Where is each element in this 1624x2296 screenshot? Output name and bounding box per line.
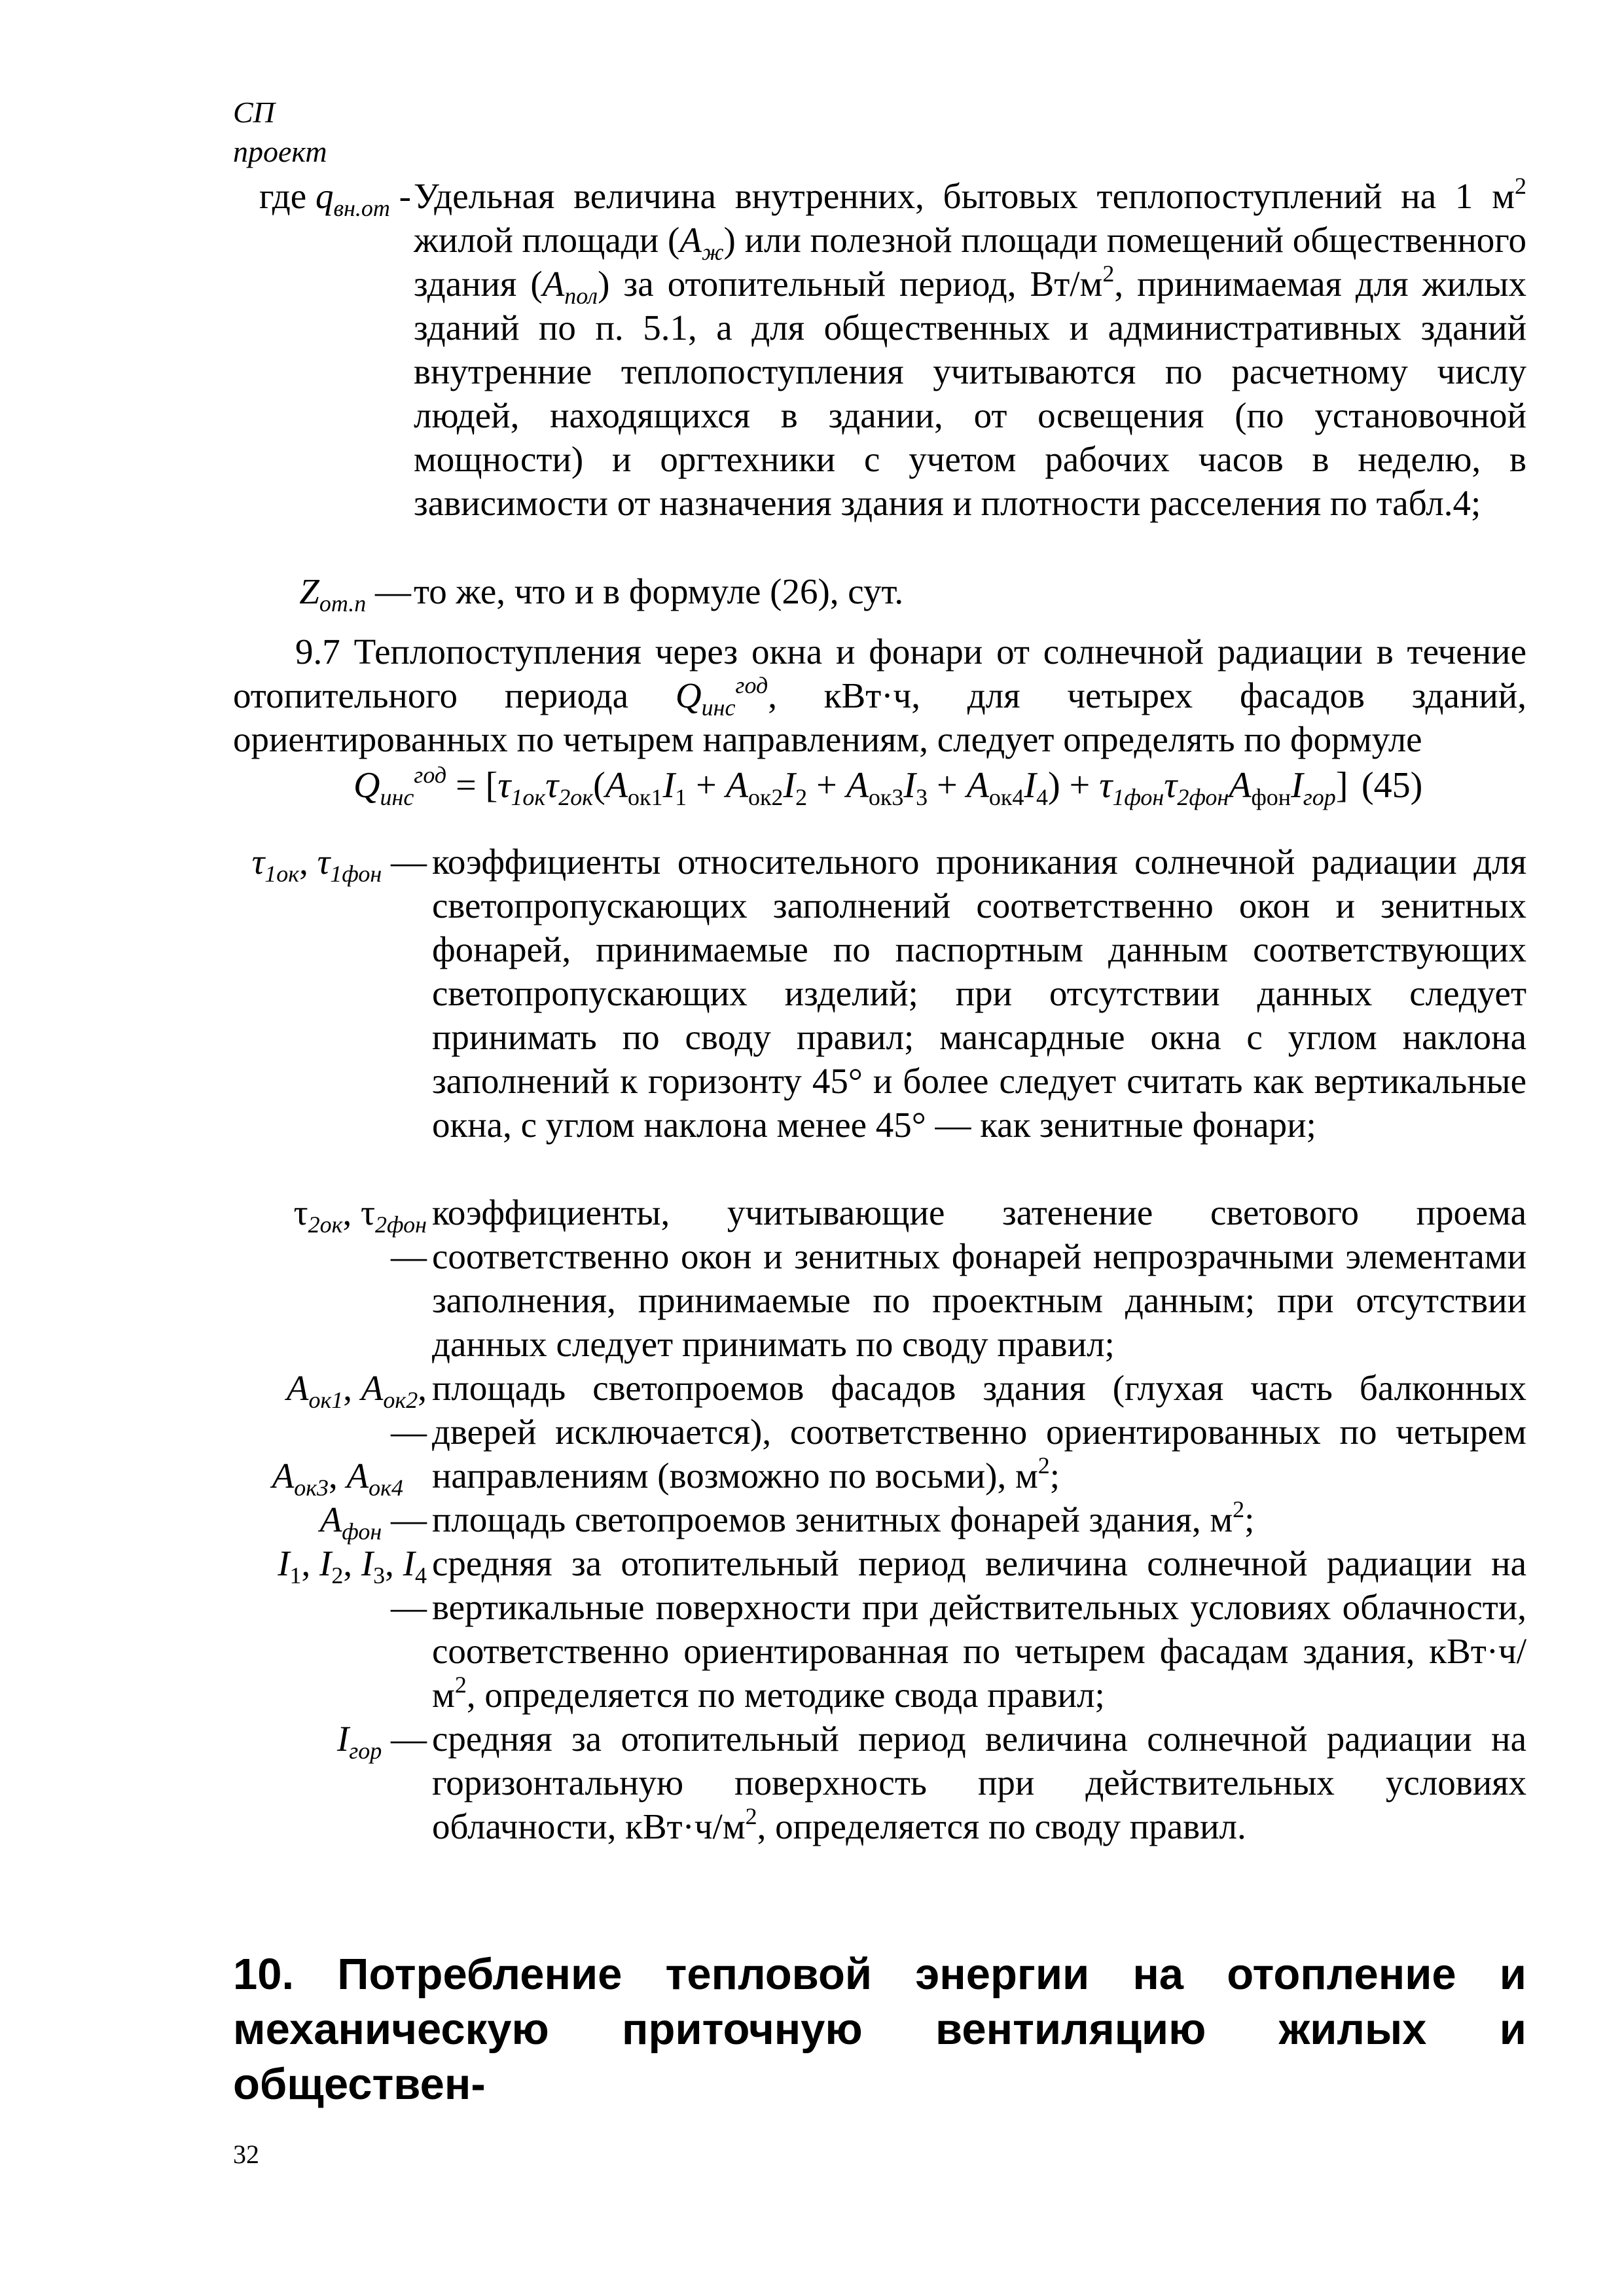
def-label-i-gor: $I_{гор}$ — xyxy=(336,1719,427,1764)
formula-45: $Q_{инс}^{год} = [\tau_{1ок}\tau_{2ок}(A_{ок1}I_1 + A_{ок2}I_2 + A_{ок3}I_3 + A_{ок4}I_4) + \tau_{1фон}\tau_{2фон}A_{фон}I_{гор}]$ xyxy=(353,762,1348,810)
paragraph-9-7: 9.7 Теплопоступления через окна и фонари от солнечной радиации в течение отопительного периода $Q_{инс}^{год}$, кВт·ч, для четырех фасадов зданий, ориентированных по четырем направлениям, следует определять по формуле xyxy=(233,632,1526,759)
def-label-z-ot-p: $Z_{от.п}$ — xyxy=(299,571,411,617)
header-line-2: проект xyxy=(233,135,327,168)
header-line-1: СП xyxy=(233,96,275,129)
def-label-tau2: $\tau_{2ок}$, $\tau_{2фон}$ — xyxy=(293,1193,427,1276)
def-text-i-gor: средняя за отопительный период величина солнечной радиации на горизонтальную поверхность при действительных условиях облачности, $кВт\cdot ч/м^2$, определяется по своду правил. xyxy=(432,1719,1526,1846)
section-heading-10: 10. Потребление тепловой энергии на отопление и механическую приточную вентиляцию жилых и обществен- xyxy=(233,1950,1526,2109)
def-label-i-radiation: $I_1$, $I_2$, $I_3$, $I_4$ — xyxy=(278,1543,427,1627)
def-label-q-vn-ot: где $q_{вн.от}$ - xyxy=(259,176,411,221)
def-text-q-vn-ot: Удельная величина внутренних, бытовых теплопоступлений на 1 $м^2$ жилой площади $(А_ж)$ или полезной площади помещений общественного здания $(А_{пол})$ за отопительный период, $Вт/м^2$, принимаемая для жилых зданий по п. 5.1, а для общественных и административных зданий внутренние теплопоступления учитываются по расчетному числу людей, находящихся в здании, от освещения (по установочной мощности) и оргтехники с учетом рабочих часов в неделю, в зависимости от назначения здания и плотности расселения по табл.4; xyxy=(414,173,1527,523)
def-label-a-fon: $А_{фон}$ — xyxy=(319,1499,427,1545)
def-text-a-fon: площадь светопроемов зенитных фонарей здания, $м^2$; xyxy=(432,1496,1255,1539)
def-text-z-ot-p: то же, что и в формуле (26), сут. xyxy=(414,571,904,611)
page-number: 32 xyxy=(233,2140,259,2169)
def-text-a-ok: площадь светопроемов фасадов здания (глухая часть балконных дверей исключается), соответственно ориентированных по четырем направлениям (возможно по восьми), $м^2$; xyxy=(432,1368,1526,1496)
def-label-tau1: $\tau_{1ок}$, $\tau_{1фон}$ — xyxy=(251,842,427,887)
running-header xyxy=(233,93,327,171)
def-text-tau1: коэффициенты относительного проникания солнечной радиации для светопропускающих заполнений соответственно окон и зенитных фонарей, принимаемые по паспортным данным соответствующих светопропускающих изделий; при отсутствии данных следует принимать по своду правил; мансардные окна с углом наклона заполнений к горизонту 45° и более следует считать как вертикальные окна, с углом наклона менее 45° — как зенитные фонари; xyxy=(432,842,1526,1145)
def-label-a-ok: $А_{ок1}$, $А_{ок2}$, — $А_{ок3}$, $А_{ок4}$ xyxy=(272,1368,427,1501)
def-text-i-radiation: средняя за отопительный период величина солнечной радиации на вертикальные поверхности при действительных условиях облачности, соответственно ориентированная по четырем фасадам здания, $кВт\cdot ч/м^2$, определяется по методике свода правил; xyxy=(432,1543,1526,1715)
formula-number: (45) xyxy=(1362,765,1423,806)
def-text-tau2: коэффициенты, учитывающие затенение светового проема соответственно окон и зенитных фонарей непрозрачными элементами заполнения, принимаемые по проектным данным; при отсутствии данных следует принимать по своду правил; xyxy=(432,1193,1526,1364)
